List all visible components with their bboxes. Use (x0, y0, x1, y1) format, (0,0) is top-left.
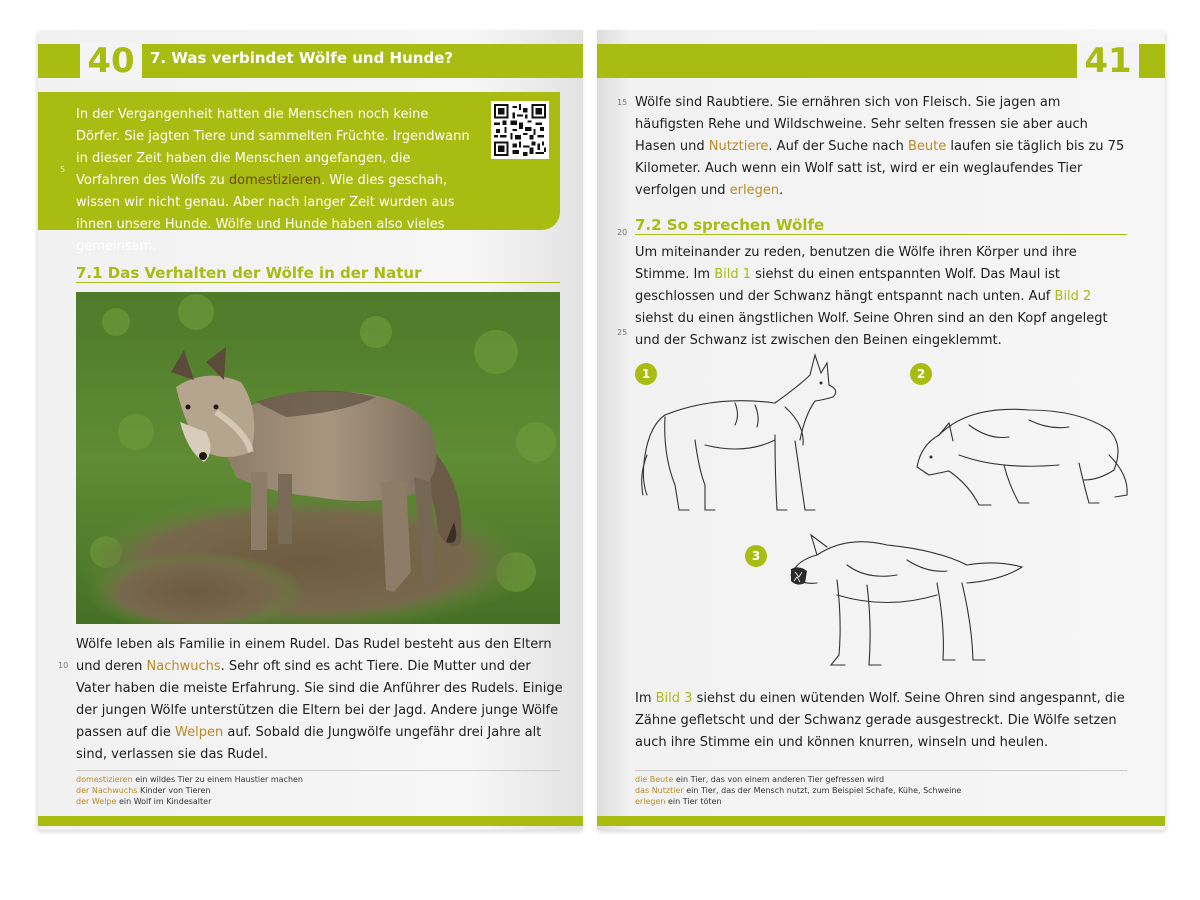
footer-bar (38, 816, 583, 826)
glossary-divider (635, 770, 1127, 771)
body-paragraph: Wölfe sind Raubtiere. Sie ernähren sich von Fleisch. Sie jagen am häufigsten Rehe und Wildschweine. Sehr selten fressen sie aber auch Hasen und Nutztiere. Auf der Suche nach Beute laufen sie täglich bis zu 75 Kilometer. Auch wenn ein Wolf satt ist, wird er ein weglaufendes Tier verfolgen und erlegen. (635, 95, 1125, 198)
line-number: 10 (58, 661, 69, 670)
keyword-beute: Beute (907, 139, 947, 154)
line-number: 15 (617, 98, 628, 107)
keyword-erlegen: erlegen (729, 183, 780, 198)
relaxed-wolf-sketch (635, 345, 845, 515)
chapter-title: 7. Was verbindet Wölfe und Hunde? (150, 49, 454, 67)
figure-reference: Bild 1 (714, 267, 751, 282)
wolf-photo (76, 292, 560, 624)
keyword-domestizieren: domestizieren (228, 173, 321, 188)
figure-number: 2 (910, 363, 932, 385)
anxious-wolf-sketch (909, 385, 1134, 510)
glossary-divider (76, 770, 560, 771)
section-heading: 7.1 Das Verhalten der Wölfe in der Natur (76, 264, 422, 282)
glossary (635, 774, 1127, 807)
keyword-nutztiere: Nutztiere (708, 139, 769, 154)
page-number: 40 (80, 42, 142, 80)
right-page (597, 30, 1165, 830)
line-number: 20 (617, 228, 628, 237)
footer-bar (597, 816, 1165, 826)
intro-text: In der Vergangenheit hatten die Menschen noch keine Dörfer. Sie jagten Tiere und sammelten Früchte. Irgendwann in dieser Zeit haben die Menschen angefangen, die Vorfahren des Wolfs zu domestizieren. Wie dies geschah, wissen wir nicht genau. Aber nach langer Zeit wurden aus ihnen unsere Hunde. Wölfe und Hunde haben also vieles gemeinsam. (76, 107, 470, 254)
keyword-welpen: Welpen (175, 725, 224, 740)
glossary-entry: erlegen ein Tier töten (635, 797, 722, 806)
glossary-entry: der Welpe ein Wolf im Kindesalter (76, 797, 212, 806)
glossary (76, 774, 560, 807)
figure-number: 3 (745, 545, 767, 567)
body-paragraph: Um miteinander zu reden, benutzen die Wölfe ihren Körper und ihre Stimme. Im Bild 1 siehst du einen entspannten Wolf. Das Maul ist geschlossen und der Schwanz hängt entspannt nach unten. Auf Bild 2 siehst du einen ängstlichen Wolf. Seine Ohren sind an den Kopf angelegt und der Schwanz ist zwischen den Beinen eingeklemmt. (635, 245, 1108, 348)
body-paragraph: Im Bild 3 siehst du einen wütenden Wolf. Seine Ohren sind angespannt, die Zähne gefletscht und der Schwanz gerade ausgestreckt. Die Wölfe setzen auch ihre Stimme ein und können knurren, winseln und heulen. (635, 691, 1125, 750)
glossary-entry: das Nutztier ein Tier, das der Mensch nutzt, zum Beispiel Schafe, Kühe, Schweine (635, 786, 962, 795)
line-number: 25 (617, 328, 628, 337)
intro-box (38, 92, 560, 254)
qr-code-icon[interactable] (491, 101, 549, 159)
left-page (38, 30, 583, 830)
body-paragraph: Wölfe leben als Familie in einem Rudel. Das Rudel besteht aus den Eltern und deren Nachwuchs. Sehr oft sind es acht Tiere. Die Mutter und der Vater haben die meiste Erfahrung. Sie sind die Anführer des Rudels. Einige der jungen Wölfe unterstützen die Eltern bei der Jagd. Andere junge Wölfe passen auf die Welpen auf. Sobald die Jungwölfe ungefähr drei Jahre alt sind, verlassen sie das Rudel. (76, 637, 563, 762)
glossary-entry: domestizieren ein wildes Tier zu einem Haustier machen (76, 775, 303, 784)
figure-reference: Bild 3 (655, 691, 693, 706)
glossary-entry: der Nachwuchs Kinder von Tieren (76, 786, 211, 795)
line-number: 5 (60, 165, 66, 174)
figure-number: 1 (635, 363, 657, 385)
glossary-entry: die Beute ein Tier, das von einem anderen Tier gefressen wird (635, 775, 885, 784)
section-divider (635, 234, 1127, 235)
angry-wolf-sketch (777, 525, 1027, 680)
section-divider (76, 282, 560, 283)
figure-reference: Bild 2 (1054, 289, 1092, 304)
section-heading: 7.2 So sprechen Wölfe (635, 216, 825, 234)
keyword-nachwuchs: Nachwuchs (146, 659, 221, 674)
page-number: 41 (1077, 42, 1139, 80)
